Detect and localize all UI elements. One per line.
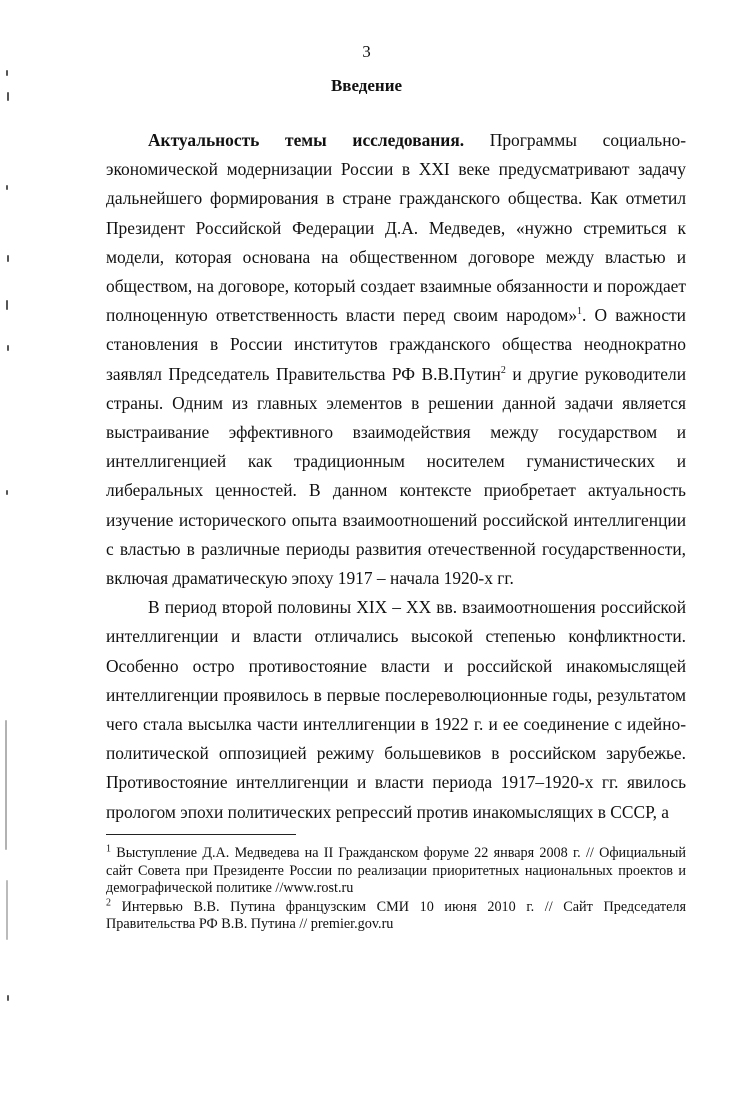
footnotes — [106, 845, 686, 935]
paragraph-history: В период второй половины XIX – XX вв. взаимоотношения российской интеллигенции и власти отличались высокой степенью конфликтности. Особенно остро противостояние власти и российской инакомыслящей интеллигенции проявилось в первые послереволюционные годы, результатом чего стала высылка части интеллигенции в 1922 г. и ее соединение с идейно-политической оппозицией режиму большевиков в российском зарубежье. Противостояние интеллигенции и власти периода 1917–1920-х гг. явилось прологом эпохи политических репрессий против инакомыслящих в СССР, а — [106, 597, 686, 822]
paragraph-relevance — [106, 126, 686, 593]
footnote-ref-2: 2 — [500, 364, 506, 376]
footnote-divider — [106, 834, 296, 835]
scan-speck — [7, 92, 9, 101]
page-number: 3 — [362, 42, 371, 61]
footnote-1 — [106, 845, 686, 898]
scan-speck — [7, 345, 9, 351]
scan-speck — [5, 720, 7, 850]
paragraph-lead: Актуальность темы исследования. — [148, 130, 465, 150]
scan-speck — [6, 70, 8, 76]
body-text — [106, 126, 686, 827]
paragraph-text: . О важности становления в России институтов гражданского общества неоднократно заявлял Председатель Правительства РФ В.В.Путин — [106, 305, 686, 384]
footnote-marker: 2 — [106, 896, 111, 908]
paragraph-text: Программы социально-экономической модернизации России в XXI веке предусматривают задачу дальнейшего формирования в стране гражданского общества. Как отметил Президент Российской Федерации Д.А. Медведев, «нужно стремиться к модели, которая основана на общественном договоре между властью и обществом, на договоре, который создает взаимные обязанности и порождает полноценную ответственность власти перед своим народом» — [106, 130, 686, 326]
footnote-ref-1: 1 — [577, 306, 583, 318]
scan-speck — [7, 255, 9, 262]
scan-speck — [6, 880, 8, 940]
scan-speck — [7, 995, 9, 1001]
scan-speck — [6, 300, 8, 310]
section-heading: Введение — [330, 76, 403, 95]
footnote-text: Интервью В.В. Путина французским СМИ 10 июня 2010 г. // Сайт Председателя Правительства РФ В.В. Путина // premier.gov.ru — [106, 898, 686, 932]
footnote-marker: 1 — [106, 843, 111, 855]
paragraph-text: и другие руководители страны. Одним из главных элементов в решении данной задачи является выстраивание эффективного взаимодействия между государством и интеллигенцией как традиционным носителем гуманистических и либеральных ценностей. В данном контексте приобретает актуальность изучение исторического опыта взаимоотношений российской интеллигенции с властью в различные периоды развития отечественной государственности, включая драматическую эпоху 1917 – начала 1920-х гг. — [106, 363, 686, 589]
scan-speck — [6, 185, 8, 190]
scan-speck — [6, 490, 8, 495]
footnote-2 — [106, 896, 686, 934]
footnote-text: Выступление Д.А. Медведева на II Гражданском форуме 22 января 2008 г. // Официальный сайт Совета при Президенте России по реализации приоритетных национальных проектов и демографической политике //www.rost.ru — [106, 845, 686, 896]
